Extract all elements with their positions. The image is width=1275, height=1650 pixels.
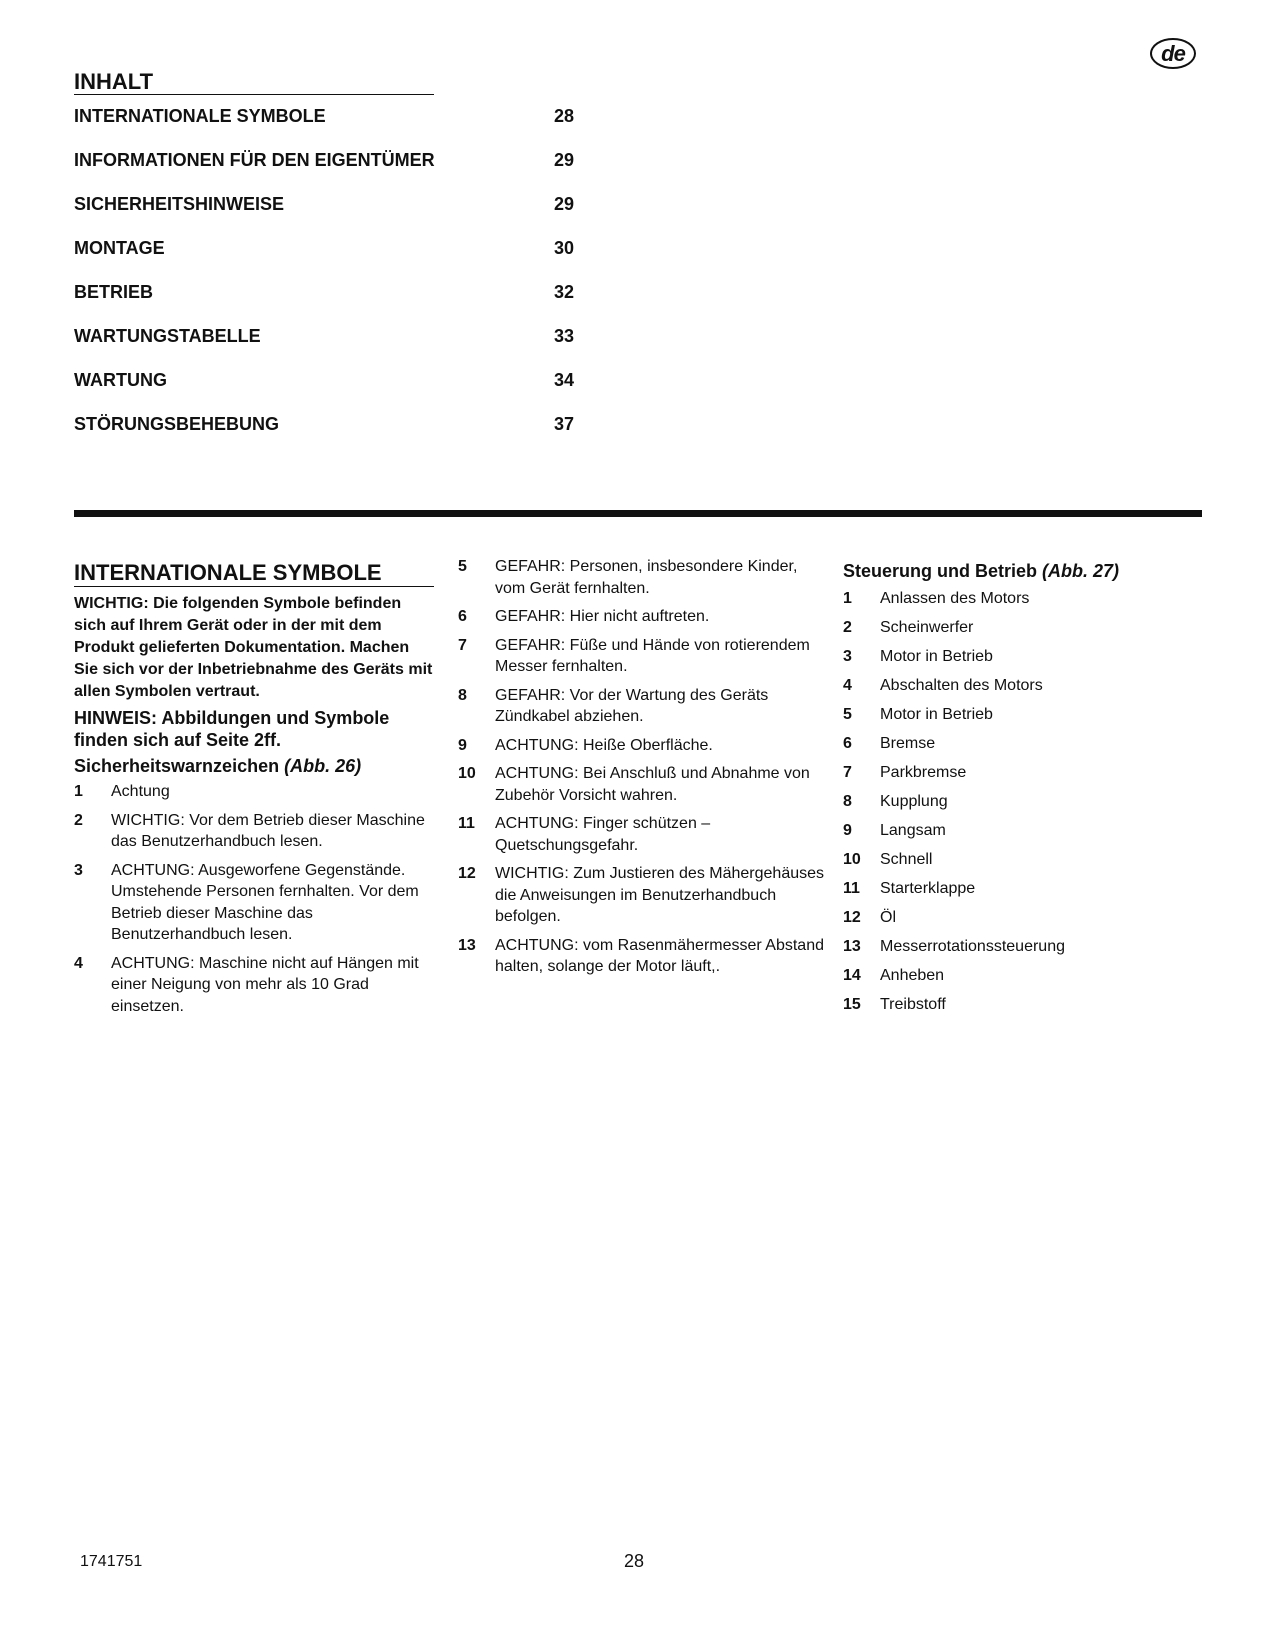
item-number: 7 <box>843 764 852 781</box>
toc-entry-title: INFORMATIONEN FÜR DEN EIGENTÜMER <box>74 150 435 170</box>
section-divider <box>74 510 1202 517</box>
toc-entry-title: SICHERHEITSHINWEISE <box>74 194 285 214</box>
item-number: 14 <box>843 967 861 984</box>
list-item <box>458 763 828 806</box>
item-text: GEFAHR: Füße und Hände von rotierendem Messer fernhalten. <box>495 636 810 675</box>
item-text: GEFAHR: Hier nicht auftreten. <box>495 608 710 625</box>
toc-entry[interactable] <box>74 412 584 456</box>
list-item <box>74 781 434 803</box>
page-number: 28 <box>624 1551 645 1571</box>
item-text: Kupplung <box>880 793 948 810</box>
item-text: GEFAHR: Personen, insbesondere Kinder, vom Gerät fernhalten. <box>495 558 798 597</box>
item-text: Schnell <box>880 851 933 868</box>
toc-entry[interactable] <box>74 192 584 236</box>
toc-entry[interactable] <box>74 236 584 280</box>
item-text: Abschalten des Motors <box>880 677 1043 694</box>
list-item <box>843 849 1203 871</box>
list-item <box>458 635 828 678</box>
list-item <box>843 646 1203 668</box>
item-text: Öl <box>880 909 896 926</box>
item-text: Achtung <box>111 783 170 800</box>
item-text: ACHTUNG: vom Rasenmähermesser Abstand halten, solange der Motor läuft,. <box>495 936 824 975</box>
toc-entry-title: INTERNATIONALE SYMBOLE <box>74 106 326 126</box>
item-number: 5 <box>458 558 467 575</box>
toc-entry[interactable] <box>74 280 584 324</box>
document-number: 1741751 <box>80 1553 143 1570</box>
item-text: Motor in Betrieb <box>880 706 993 723</box>
item-number: 1 <box>74 783 83 800</box>
list-item <box>843 820 1203 842</box>
list-item <box>843 965 1203 987</box>
item-number: 15 <box>843 996 861 1013</box>
list-item <box>458 556 828 599</box>
safety-heading-text: Sicherheitswarnzeichen <box>74 756 280 776</box>
language-badge: de <box>1150 38 1196 69</box>
toc-entry[interactable] <box>74 104 584 148</box>
item-number: 6 <box>458 608 467 625</box>
toc-entry-title: BETRIEB <box>74 282 154 302</box>
table-of-contents <box>74 104 584 456</box>
item-text: ACHTUNG: Ausgeworfene Gegenstände. Umstehende Personen fernhalten. Vor dem Betrieb dieser Maschine das Benutzerhandbuch lesen. <box>111 861 419 943</box>
safety-heading <box>74 755 434 777</box>
item-text: Anheben <box>880 967 945 984</box>
control-heading <box>843 560 1203 582</box>
note-paragraph: HINWEIS: Abbildungen und Symbole finden sich auf Seite 2ff. <box>74 708 390 750</box>
list-item <box>458 863 828 928</box>
item-text: ACHTUNG: Finger schützen – Quetschungsgefahr. <box>495 815 711 854</box>
toc-entry-title: WARTUNGSTABELLE <box>74 326 261 346</box>
item-text: Scheinwerfer <box>880 619 974 636</box>
list-item <box>843 617 1203 639</box>
item-text: ACHTUNG: Maschine nicht auf Hängen mit einer Neigung von mehr als 10 Grad einsetzen. <box>111 954 419 1015</box>
toc-entry-page: 29 <box>554 194 575 214</box>
list-item <box>843 994 1203 1016</box>
safety-figure-ref: (Abb. 26) <box>284 756 362 776</box>
item-text: Starterklappe <box>880 880 976 897</box>
list-item <box>74 860 434 946</box>
item-number: 8 <box>843 793 852 810</box>
toc-entry-title: MONTAGE <box>74 238 165 258</box>
list-item <box>458 685 828 728</box>
item-number: 13 <box>458 936 476 954</box>
item-number: 10 <box>458 765 476 782</box>
item-text: Anlassen des Motors <box>880 590 1030 607</box>
list-item <box>458 735 828 757</box>
toc-entry-page: 28 <box>554 106 575 126</box>
item-text: WICHTIG: Vor dem Betrieb dieser Maschine das Benutzerhandbuch lesen. <box>111 811 425 850</box>
list-item <box>74 953 434 1018</box>
list-item <box>843 704 1203 726</box>
toc-entry-page: 37 <box>554 414 575 434</box>
list-item <box>843 762 1203 784</box>
list-item <box>843 791 1203 813</box>
toc-entry-title: STÖRUNGSBEHEBUNG <box>74 414 280 434</box>
item-number: 3 <box>843 648 852 665</box>
item-number: 5 <box>843 706 852 723</box>
toc-entry-page: 34 <box>554 370 575 390</box>
toc-entry[interactable] <box>74 324 584 368</box>
list-item <box>458 813 828 856</box>
toc-entry-title: WARTUNG <box>74 370 167 390</box>
item-number: 11 <box>458 815 475 832</box>
item-number: 7 <box>458 636 467 654</box>
item-number: 9 <box>843 822 852 839</box>
item-text: Bremse <box>880 735 936 752</box>
item-text: Messerrotationssteuerung <box>880 938 1065 955</box>
column-right <box>843 556 1203 1023</box>
column-left <box>74 556 434 1024</box>
item-number: 4 <box>843 677 852 694</box>
item-number: 2 <box>74 811 83 829</box>
section-title: INTERNATIONALE SYMBOLE <box>74 560 434 587</box>
item-text: ACHTUNG: Heiße Oberfläche. <box>495 736 713 754</box>
control-figure-ref: (Abb. 27) <box>1042 561 1120 581</box>
list-item <box>843 936 1203 958</box>
list-item <box>843 907 1203 929</box>
item-number: 3 <box>74 861 83 879</box>
column-middle <box>458 556 828 985</box>
item-text: GEFAHR: Vor der Wartung des Geräts Zündkabel abziehen. <box>495 686 769 725</box>
toc-heading: INHALT <box>74 70 434 95</box>
control-heading-text: Steuerung und Betrieb <box>843 561 1038 581</box>
list-item <box>458 935 828 978</box>
item-number: 10 <box>843 851 861 868</box>
item-text: Langsam <box>880 822 946 839</box>
item-text: WICHTIG: Zum Justieren des Mähergehäuses die Anweisungen im Benutzerhandbuch befolgen. <box>495 865 825 925</box>
item-number: 9 <box>458 736 467 754</box>
list-item <box>843 675 1203 697</box>
item-number: 1 <box>843 590 852 607</box>
item-number: 12 <box>843 909 861 926</box>
item-text: Parkbremse <box>880 764 967 781</box>
toc-entry[interactable] <box>74 368 584 412</box>
item-number: 4 <box>74 954 83 972</box>
list-item <box>74 810 434 853</box>
item-number: 2 <box>843 619 852 636</box>
item-text: Treibstoff <box>880 996 946 1013</box>
important-paragraph: WICHTIG: Die folgenden Symbole befinden sich auf Ihrem Gerät oder in der mit dem Produkt gelieferten Dokumentation. Machen Sie sich vor der Inbetriebnahme des Geräts mit allen Symbolen vertraut. <box>74 595 433 700</box>
item-number: 8 <box>458 686 467 704</box>
list-item <box>458 606 828 628</box>
item-number: 13 <box>843 938 861 955</box>
toc-entry-page: 30 <box>554 238 575 258</box>
item-text: Motor in Betrieb <box>880 648 993 665</box>
toc-entry[interactable] <box>74 148 584 192</box>
item-number: 6 <box>843 735 852 752</box>
toc-entry-page: 32 <box>554 282 575 302</box>
toc-entry-page: 29 <box>554 150 575 170</box>
item-text: ACHTUNG: Bei Anschluß und Abnahme von Zubehör Vorsicht wahren. <box>495 765 810 804</box>
item-number: 12 <box>458 865 476 882</box>
list-item <box>843 588 1203 610</box>
toc-entry-page: 33 <box>554 326 575 346</box>
item-number: 11 <box>843 880 860 897</box>
list-item <box>843 733 1203 755</box>
list-item <box>843 878 1203 900</box>
